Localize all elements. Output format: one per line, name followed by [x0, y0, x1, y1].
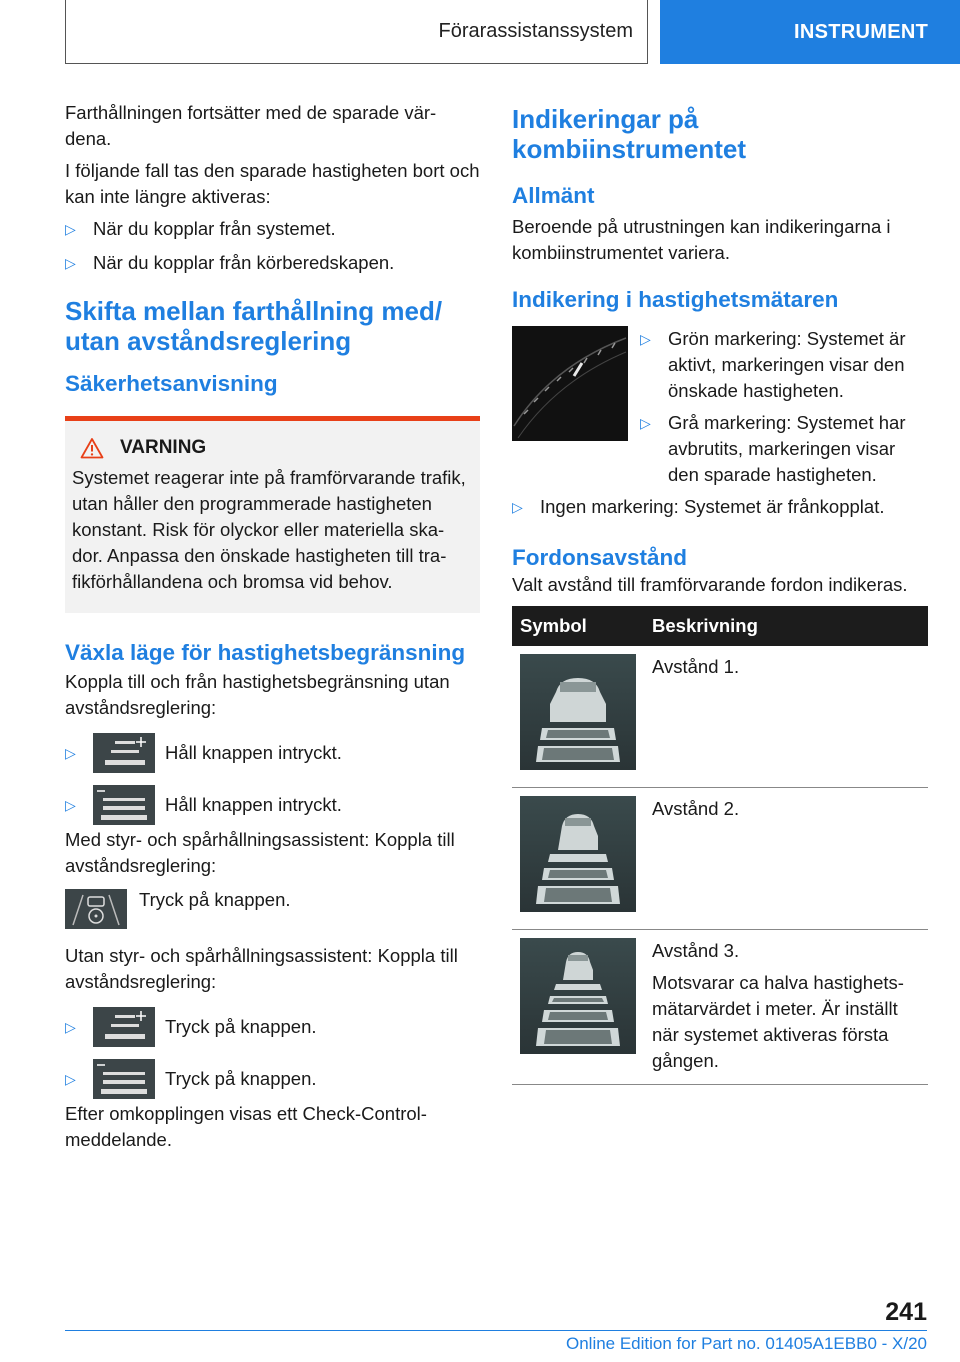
instruction-text: Håll knappen intryckt. [165, 794, 342, 815]
section-title: Förarassistanssystem [438, 20, 633, 42]
bullet-marker-icon: ▷ [65, 744, 76, 761]
warning-box [65, 416, 480, 613]
bullet-list [640, 326, 928, 488]
table-cell: Avstånd 2. [644, 788, 928, 930]
table-row [512, 646, 928, 788]
instruction-text: Håll knappen intryckt. [165, 742, 342, 763]
instruction-row [65, 785, 480, 825]
distance-plus-button-icon [93, 1007, 155, 1047]
footer-divider [65, 1330, 927, 1331]
table-cell: Avstånd 1. [644, 646, 928, 788]
bullet-list [65, 216, 480, 276]
bullet-list [512, 494, 928, 520]
paragraph: Utan styr- och spårhållningsassistent: Koppla till avståndsreglering: [65, 945, 458, 992]
header-section [65, 0, 648, 64]
subsection-heading: Fordonsavstånd [512, 545, 688, 570]
distance-1-car-icon [520, 654, 636, 770]
table-header: Beskrivning [644, 606, 928, 646]
table-row [512, 788, 928, 930]
subsection-heading: Indikering i hastighetsmätaren [512, 287, 839, 312]
paragraph: I följande fall tas den sparade hastigheten bort och kan inte längre aktiveras: [65, 160, 480, 207]
instruction-row [65, 733, 480, 773]
table-header-row [512, 606, 928, 646]
instruction-row [65, 1059, 480, 1099]
table-row [512, 930, 928, 1085]
section-heading: Skifta mellan farthållning med/ utan avståndsreglering [65, 296, 443, 356]
paragraph: Valt avstånd till framförvarande fordon indikeras. [512, 574, 908, 595]
paragraph: Beroende på utrustningen kan indikeringarna i kombiinstrumentet variera. [512, 216, 891, 263]
instruction-text: Tryck på knappen. [139, 889, 291, 910]
speed-limiter-plus-button-icon [93, 733, 155, 773]
table-cell [512, 788, 644, 930]
footer-edition: Online Edition for Part no. 01405A1EBB0 - X/20 [565, 1334, 927, 1353]
warning-text: Systemet reagerar inte på framförvarande trafik, utan håller den programmerade hastigheten konstant. Risk för olyckor eller materiella ska-dor. Anpassa den önskade hastigheten till tra-fikförhållandena och bromsa vid behov. [72, 467, 466, 592]
instruction-text: Tryck på knappen. [165, 1016, 317, 1037]
instruction-text: Tryck på knappen. [165, 1068, 317, 1089]
list-item: ▷ När du kopplar från systemet. [65, 216, 480, 242]
instruction-row [65, 1007, 480, 1047]
table-cell [512, 930, 644, 1085]
subsection-heading: Allmänt [512, 183, 595, 208]
list-item: ▷ Grön markering: Systemet är aktivt, markeringen visar den önskade hastigheten. [640, 326, 928, 404]
list-item: ▷ Ingen markering: Systemet är frånkopplat. [512, 494, 928, 520]
bullet-marker-icon: ▷ [65, 796, 76, 813]
distance-minus-button-icon [93, 1059, 155, 1099]
table-cell [512, 646, 644, 788]
paragraph: Koppla till och från hastighetsbegränsning utan avståndsreglering: [65, 671, 450, 718]
list-item: ▷ Grå markering: Systemet har avbrutits, markeringen visar den sparade hastigheten. [640, 410, 928, 488]
chapter-title: INSTRUMENT [794, 20, 929, 43]
paragraph: Efter omkopplingen visas ett Check-Control-meddelande. [65, 1103, 427, 1150]
paragraph: Farthållningen fortsätter med de sparade vär-dena. [65, 102, 437, 149]
warning-title: VARNING [80, 437, 474, 459]
instruction-row [65, 889, 480, 929]
left-column [65, 100, 480, 1153]
table-cell: Avstånd 3. Motsvarar ca halva hastighets-mätarvärdet i meter. Är inställt när systemet aktiveras första gången. [644, 930, 928, 1085]
warning-triangle-icon [80, 437, 104, 459]
list-item: ▷ När du kopplar från körberedskapen. [65, 250, 480, 276]
distance-3-car-icon [520, 938, 636, 1054]
distance-2-car-icon [520, 796, 636, 912]
subsection-heading: Växla läge för hastighetsbegränsning [65, 640, 466, 665]
speedometer-indication [512, 326, 928, 488]
speedometer-image [512, 326, 628, 441]
steering-assist-button-icon [65, 889, 127, 929]
page-number: 241 [885, 1298, 927, 1326]
bullet-marker-icon: ▷ [65, 1070, 76, 1087]
speed-limiter-minus-button-icon [93, 785, 155, 825]
subsection-heading: Säkerhetsanvisning [65, 371, 278, 396]
distance-table [512, 606, 928, 1085]
bullet-marker-icon: ▷ [65, 1018, 76, 1035]
paragraph: Med styr- och spårhållningsassistent: Koppla till avståndsreglering: [65, 829, 455, 876]
table-header: Symbol [512, 606, 644, 646]
right-column [512, 104, 928, 1085]
section-heading: Indikeringar på kombiinstrumentet [512, 104, 747, 164]
header-chapter-tab[interactable] [660, 0, 960, 64]
